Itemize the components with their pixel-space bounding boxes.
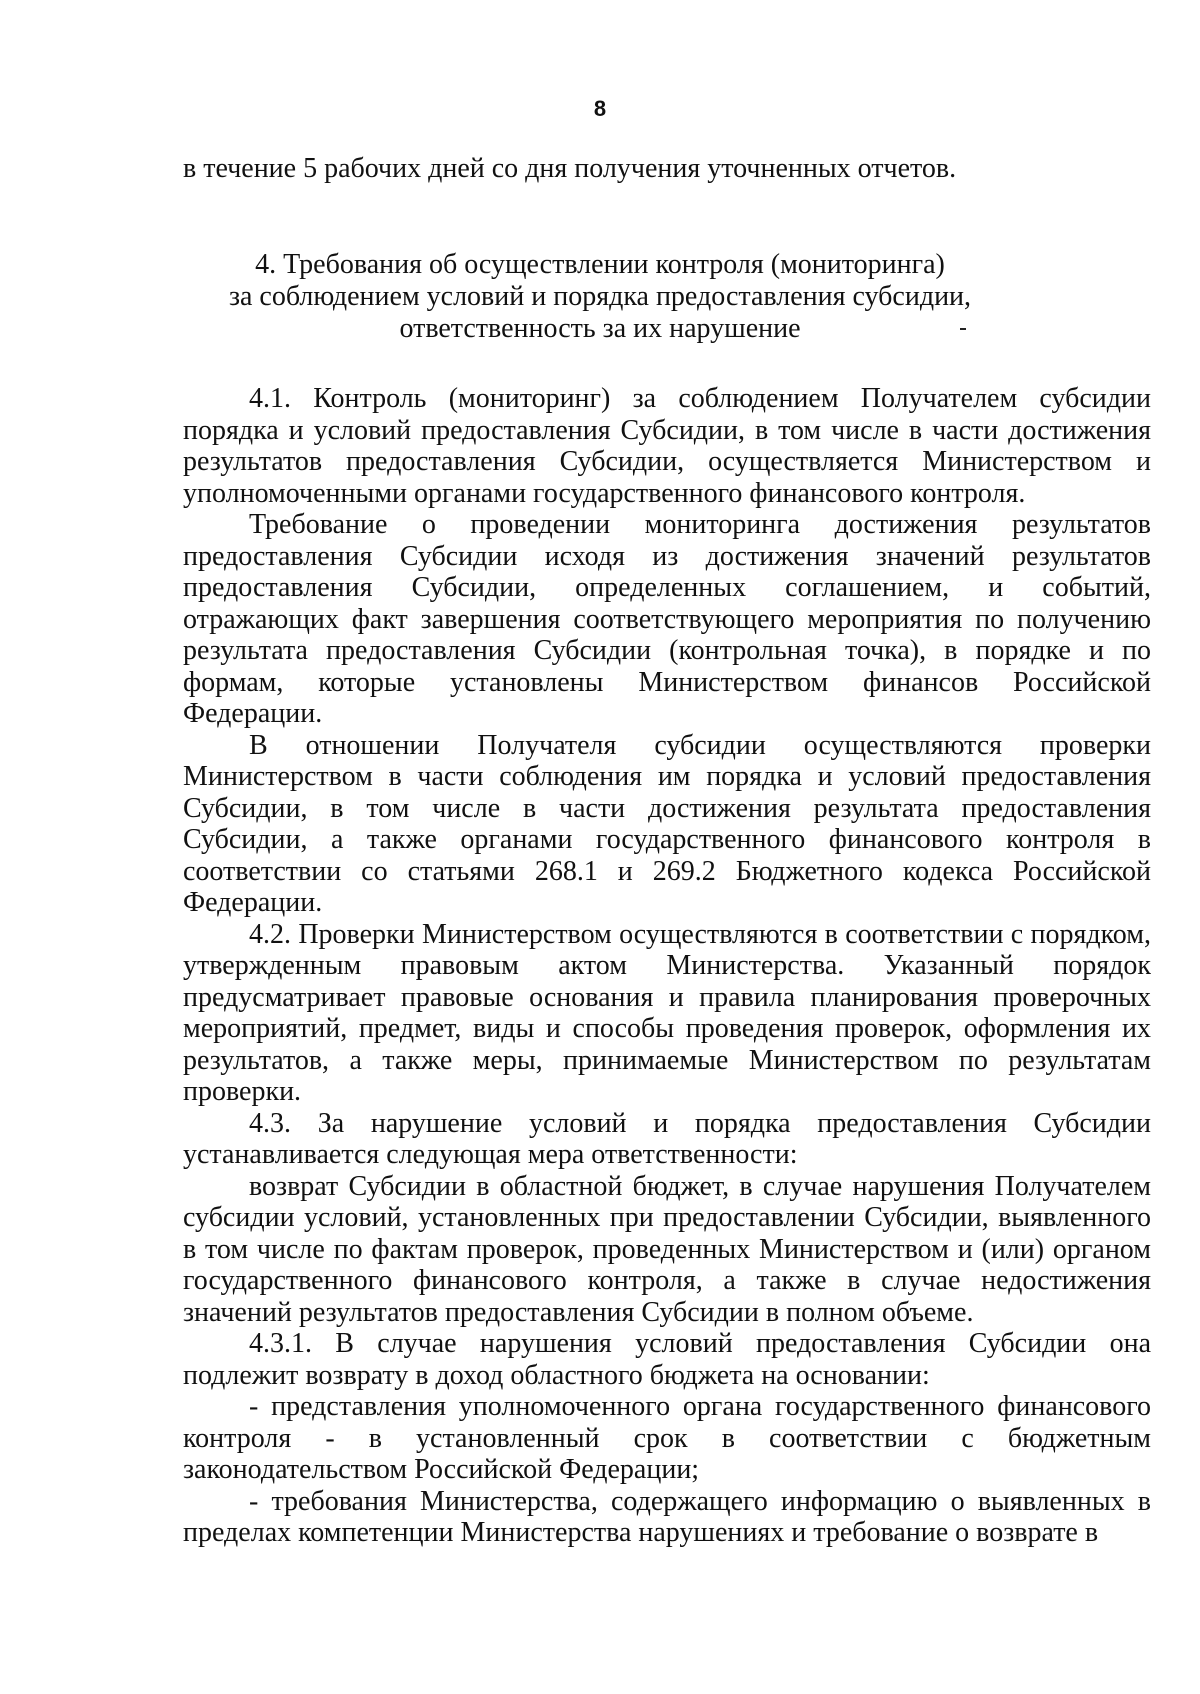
stray-dash-mark	[960, 328, 966, 330]
paragraph-4-3: 4.3. За нарушение условий и порядка предоставления Субсидии устанавливается следующая мера ответственности:	[183, 1107, 1151, 1170]
paragraph-inspections: В отношении Получателя субсидии осуществляются проверки Министерством в части соблюдения им порядка и условий предоставления Субсидии, в том числе в части достижения результата предоставления Субсидии, а также органами государственного финансового контроля в соответствии со статьями 268.1 и 269.2 Бюджетного кодекса Российской Федерации.	[183, 729, 1151, 918]
paragraph-4-1: 4.1. Контроль (мониторинг) за соблюдением Получателем субсидии порядка и условий предоставления Субсидии, в том числе в части достижения результатов предоставления Субсидии, осуществляется Министерством и уполномоченными органами государственного финансового контроля.	[183, 383, 1151, 509]
continuation-line: в течение 5 рабочих дней со дня получения уточненных отчетов.	[183, 153, 957, 184]
paragraph-refund-measure: возврат Субсидии в областной бюджет, в случае нарушения Получателем субсидии условий, установленных при предоставлении Субсидии, выявленного в том числе по фактам проверок, проведенных Министерством и (или) органом государственного финансового контроля, а также в случае недостижения значений результатов предоставления Субсидии в полном объеме.	[183, 1170, 1151, 1328]
paragraph-monitoring-requirement: Требование о проведении мониторинга достижения результатов предоставления Субсидии исходя из достижения значений результатов предоставления Субсидии, определенных соглашением, и событий, отражающих факт завершения соответствующего мероприятия по получению результата предоставления Субсидии (контрольная точка), в порядке и по формам, которые установлены Министерством финансов Российской Федерации.	[183, 509, 1151, 729]
section-heading	[0, 249, 1200, 345]
paragraph-4-3-1: 4.3.1. В случае нарушения условий предоставления Субсидии она подлежит возврату в доход областного бюджета на основании:	[183, 1328, 1151, 1391]
section-body	[183, 383, 1151, 1549]
heading-line-1: 4. Требования об осуществлении контроля (мониторинга)	[255, 249, 945, 280]
paragraph-4-2: 4.2. Проверки Министерством осуществляются в соответствии с порядком, утвержденным правовым актом Министерства. Указанный порядок предусматривает правовые основания и правила планирования проверочных мероприятий, предмет, виды и способы проведения проверок, оформления их результатов, а также меры, принимаемые Министерством по результатам проверки.	[183, 918, 1151, 1107]
heading-line-3: ответственность за их нарушение	[399, 313, 801, 344]
list-item-financial-control: - представления уполномоченного органа государственного финансового контроля - в установленный срок в соответствии с бюджетным законодательством Российской Федерации;	[183, 1391, 1151, 1485]
list-item-ministry-requirement: - требования Министерства, содержащего информацию о выявленных в пределах компетенции Министерства нарушениях и требование о возврате в	[183, 1485, 1151, 1548]
page-number: 8	[593, 96, 607, 121]
heading-line-2: за соблюдением условий и порядка предоставления субсидии,	[228, 281, 972, 312]
